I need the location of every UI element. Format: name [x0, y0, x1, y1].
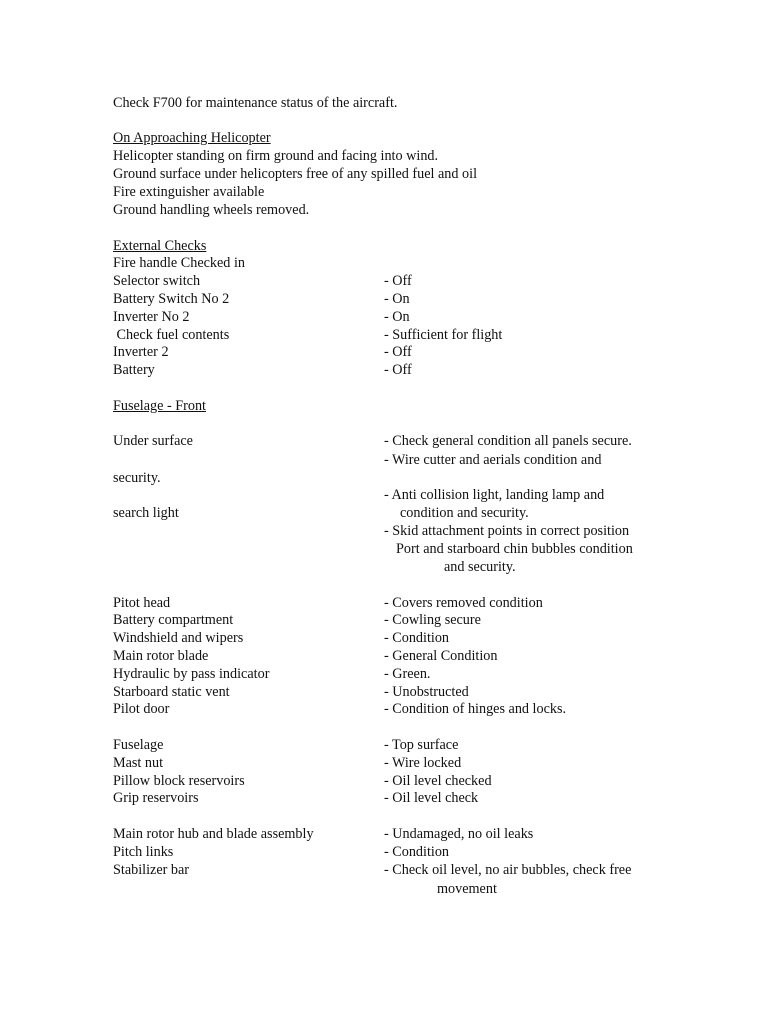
check-value: - Wire cutter and aerials condition and — [384, 452, 602, 468]
check-item: Battery Switch No 2 — [113, 291, 230, 307]
check-item: Selector switch — [113, 273, 201, 289]
check-item: Pitch links — [113, 844, 174, 860]
check-item: Inverter 2 — [113, 344, 169, 360]
check-item: Battery compartment — [113, 612, 234, 628]
check-value: - Condition of hinges and locks. — [384, 701, 567, 717]
check-value: - Off — [384, 273, 412, 289]
check-item: Fuselage — [113, 737, 164, 753]
check-value: - On — [384, 291, 410, 307]
check-value: - Sufficient for flight — [384, 327, 503, 343]
check-value: movement — [437, 881, 497, 897]
list-item: Ground surface under helicopters free of any spilled fuel and oil — [113, 166, 478, 182]
check-value: - Covers removed condition — [384, 595, 543, 611]
check-value: - Check oil level, no air bubbles, check free — [384, 862, 632, 878]
check-value: - Anti collision light, landing lamp and — [384, 487, 605, 503]
check-item: search light — [113, 505, 179, 521]
list-item: Fire handle Checked in — [113, 255, 245, 271]
check-value: - Top surface — [384, 737, 459, 753]
check-value: - Unobstructed — [384, 684, 469, 700]
check-item: Inverter No 2 — [113, 309, 190, 325]
check-item: Main rotor blade — [113, 648, 209, 664]
check-value: - Condition — [384, 630, 450, 646]
check-item: Starboard static vent — [113, 684, 230, 700]
list-item: Helicopter standing on firm ground and facing into wind. — [113, 148, 439, 164]
check-item: Stabilizer bar — [113, 862, 190, 878]
check-value: - Green. — [384, 666, 431, 682]
intro-line: Check F700 for maintenance status of the aircraft. — [113, 95, 398, 111]
check-value: - Undamaged, no oil leaks — [384, 826, 534, 842]
section-heading-approach: On Approaching Helicopter — [113, 130, 271, 146]
check-value: - Off — [384, 344, 412, 360]
check-value: - General Condition — [384, 648, 498, 664]
check-item: Main rotor hub and blade assembly — [113, 826, 314, 842]
check-value: condition and security. — [400, 505, 529, 521]
check-value: - Oil level check — [384, 790, 479, 806]
check-value: - Skid attachment points in correct position — [384, 523, 630, 539]
check-value: - Oil level checked — [384, 773, 492, 789]
list-item: Ground handling wheels removed. — [113, 202, 310, 218]
check-item: Under surface — [113, 433, 193, 449]
check-item: Battery — [113, 362, 155, 378]
check-item: Pitot head — [113, 595, 171, 611]
check-item: Pillow block reservoirs — [113, 773, 245, 789]
check-value: - Wire locked — [384, 755, 462, 771]
list-item: Fire extinguisher available — [113, 184, 265, 200]
check-value: - Cowling secure — [384, 612, 481, 628]
check-item: Grip reservoirs — [113, 790, 199, 806]
check-item: Windshield and wipers — [113, 630, 244, 646]
section-heading-fuselage-front: Fuselage - Front — [113, 398, 206, 414]
check-value-wrap: security. — [113, 470, 161, 486]
check-item: Check fuel contents — [113, 327, 230, 343]
check-value: - Condition — [384, 844, 450, 860]
check-value: - Off — [384, 362, 412, 378]
check-item: Hydraulic by pass indicator — [113, 666, 270, 682]
check-value: Port and starboard chin bubbles condition — [396, 541, 633, 557]
check-item: Pilot door — [113, 701, 170, 717]
check-value: - On — [384, 309, 410, 325]
section-heading-external: External Checks — [113, 238, 207, 254]
check-value: and security. — [444, 559, 516, 575]
check-item: Mast nut — [113, 755, 164, 771]
check-value: - Check general condition all panels secure. — [384, 433, 632, 449]
